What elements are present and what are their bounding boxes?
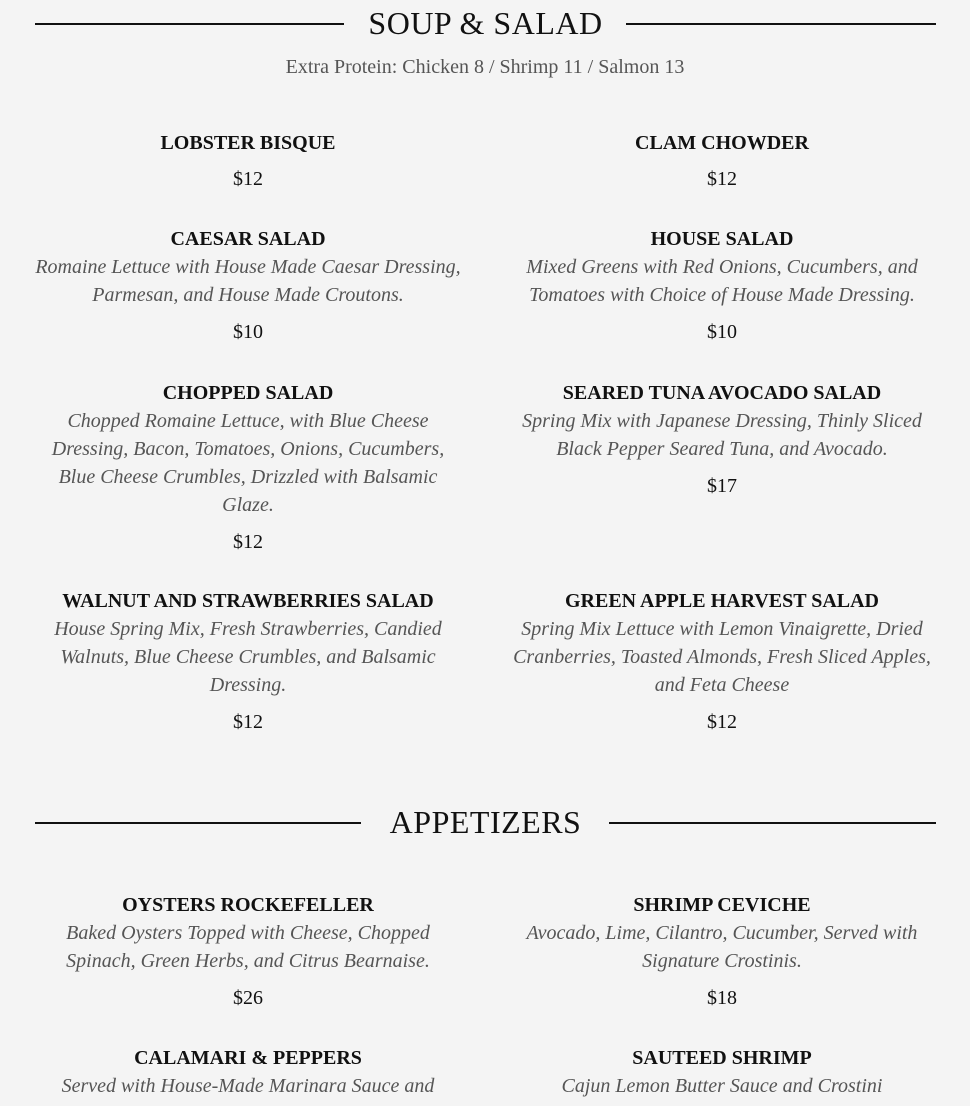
item-description: Avocado, Lime, Cilantro, Cucumber, Served with Signature Crostinis.	[526, 922, 918, 972]
menu-item	[28, 225, 468, 346]
menu-item	[502, 891, 942, 1012]
item-name: OYSTERS ROCKEFELLER	[122, 894, 374, 916]
item-price: $12	[233, 168, 263, 190]
item-name: SEARED TUNA AVOCADO SALAD	[562, 382, 882, 404]
section-header-appetizers	[35, 800, 936, 844]
extra-protein-note: Extra Protein: Chicken 8 / Shrimp 11 / Salmon 13	[285, 56, 685, 78]
item-name: LOBSTER BISQUE	[160, 132, 336, 154]
item-description: Spring Mix Lettuce with Lemon Vinaigrette, Dried Cranberries, Toasted Almonds, Fresh Sliced Apples, and Feta Cheese	[513, 618, 931, 696]
menu-item	[28, 891, 468, 1012]
item-price: $17	[707, 475, 737, 497]
item-description: Baked Oysters Topped with Cheese, Chopped Spinach, Green Herbs, and Citrus Bearnaise.	[66, 922, 430, 972]
item-name: WALNUT AND STRAWBERRIES SALAD	[62, 590, 434, 612]
item-price: $26	[233, 987, 263, 1009]
item-price: $12	[707, 168, 737, 190]
menu-item	[502, 379, 942, 500]
item-name: CLAM CHOWDER	[635, 132, 809, 154]
item-description: House Spring Mix, Fresh Strawberries, Candied Walnuts, Blue Cheese Crumbles, and Balsamic Dressing.	[54, 618, 442, 696]
menu-item	[502, 1044, 942, 1100]
item-name: SHRIMP CEVICHE	[633, 894, 811, 916]
item-description: Served with House-Made Marinara Sauce and	[61, 1075, 435, 1097]
item-name: CHOPPED SALAD	[162, 382, 334, 404]
item-description: Romaine Lettuce with House Made Caesar Dressing, Parmesan, and House Made Croutons.	[35, 256, 461, 306]
menu-item	[502, 225, 942, 346]
item-name: GREEN APPLE HARVEST SALAD	[565, 590, 879, 612]
item-name: SAUTEED SHRIMP	[632, 1047, 812, 1069]
item-price: $10	[233, 321, 263, 343]
item-price: $12	[233, 711, 263, 733]
menu-item	[28, 587, 468, 736]
section-title: SOUP & SALAD	[368, 5, 603, 41]
item-name: CAESAR SALAD	[170, 228, 326, 250]
menu-item	[502, 587, 942, 736]
item-name: CALAMARI & PEPPERS	[134, 1047, 362, 1069]
menu-item	[28, 129, 468, 193]
item-price: $18	[707, 987, 737, 1009]
menu-item	[28, 379, 468, 556]
item-description: Chopped Romaine Lettuce, with Blue Cheese Dressing, Bacon, Tomatoes, Onions, Cucumbers, Blue Cheese Crumbles, Drizzled with Balsamic Glaze.	[51, 410, 445, 516]
item-description: Spring Mix with Japanese Dressing, Thinly Sliced Black Pepper Seared Tuna, and Avocado.	[522, 410, 922, 460]
item-price: $12	[233, 531, 263, 553]
item-price: $10	[707, 321, 737, 343]
section-title: APPETIZERS	[389, 804, 582, 840]
item-description: Mixed Greens with Red Onions, Cucumbers, and Tomatoes with Choice of House Made Dressing.	[526, 256, 918, 306]
menu-item	[502, 129, 942, 193]
menu-item	[28, 1044, 468, 1100]
item-price: $12	[707, 711, 737, 733]
section-header-soup-salad	[35, 1, 936, 45]
item-name: HOUSE SALAD	[650, 228, 794, 250]
item-description: Cajun Lemon Butter Sauce and Crostini	[561, 1075, 883, 1097]
